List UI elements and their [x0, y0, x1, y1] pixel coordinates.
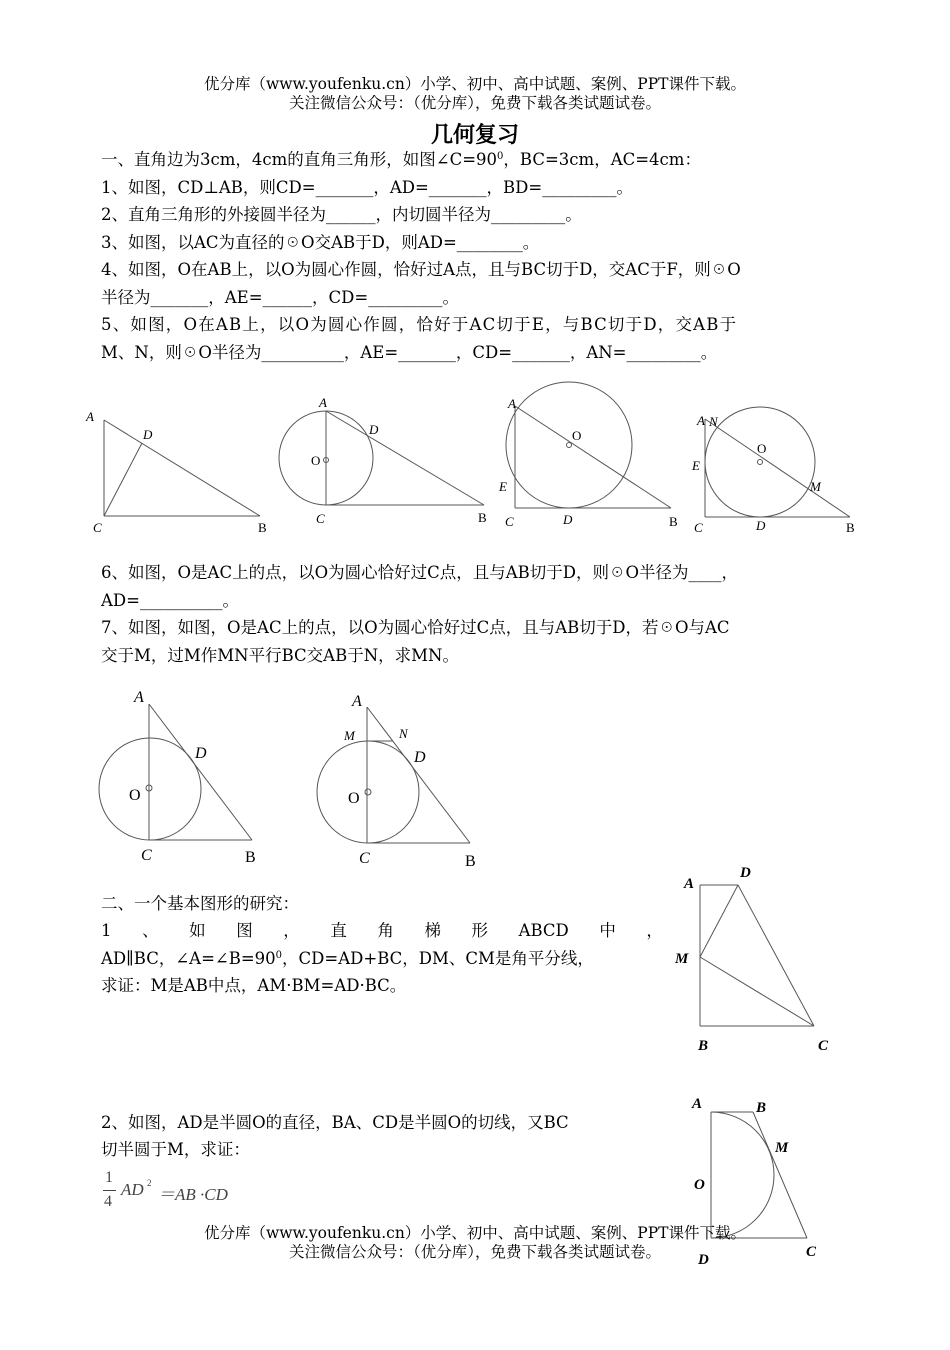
fig3-label-d: D — [563, 512, 573, 527]
fig4-label-e: E — [692, 458, 700, 473]
fig6-label-b: B — [245, 849, 256, 866]
question-5-line2: M、N，则☉O半径为__________，AE=_______，CD=_______，AN=_________。 — [101, 343, 718, 362]
fig6-label-a: A — [134, 689, 144, 706]
trap-label-c: C — [818, 1038, 829, 1054]
fig7-label-m: M — [344, 728, 355, 743]
question-1: 1、如图，CD⊥AB，则CD=_______，AD=_______，BD=_________。 — [101, 178, 633, 197]
fig3-label-b: B — [669, 514, 678, 529]
semi-label-a: A — [692, 1096, 703, 1112]
semi-label-b: B — [756, 1100, 767, 1116]
fig3-label-o: O — [572, 428, 582, 443]
trap-label-b: B — [698, 1038, 709, 1054]
section1-intro: 一、直角边为3cm，4cm的直角三角形，如图$\angle C=90^0$，BC=3cm，AC=4cm： — [101, 150, 701, 169]
fig7-label-n: N — [399, 726, 408, 741]
fig3-label-a: A — [508, 396, 516, 411]
question-7-line2: 交于M，过M作MN平行BC交AB于N，求MN。 — [101, 646, 459, 665]
formula-denominator: 4 — [104, 1193, 112, 1210]
page-title: 几何复习 — [430, 123, 519, 148]
question-4-line1: 4、如图，O在AB上，以O为圆心作圆，恰好过A点，且与BC切于D，交AC于F，则☉O — [101, 260, 741, 279]
site-footer-line1: 优分库（www.youfenku.cn）小学、初中、高中试题、案例、PPT课件下载。 — [203, 1224, 747, 1242]
fig2-label-a: A — [319, 395, 327, 410]
fig1-label-b: B — [258, 520, 267, 535]
semi-label-m: M — [775, 1140, 789, 1156]
section2-problem2-line2: 切半圆于M，求证： — [101, 1140, 250, 1159]
question-5-line1: 5、如图，O在AB上，以O为圆心作圆，恰好于AC切于E，与BC切于D，交AB于 — [101, 315, 738, 334]
fig4-label-d: D — [756, 518, 766, 533]
question-2: 2、直角三角形的外接圆半径为______，内切圆半径为_________。 — [101, 205, 582, 224]
question-6-line2: AD=__________。 — [101, 591, 239, 610]
semi-label-d: D — [698, 1252, 709, 1268]
fig7-label-d: D — [414, 749, 426, 766]
fig7-label-c: C — [359, 850, 370, 867]
fig3-label-c: C — [505, 514, 514, 529]
fig2-label-c: C — [316, 511, 325, 526]
section2-heading: 二、一个基本图形的研究： — [101, 894, 299, 913]
fig7-label-a: A — [352, 693, 362, 710]
section2-problem2-line1: 2、如图，AD是半圆O的直径，BA、CD是半圆O的切线，又BC — [101, 1113, 569, 1132]
fig4-label-c: C — [694, 520, 703, 535]
fig4-label-a: A — [697, 413, 705, 428]
trap-label-m: M — [675, 951, 689, 967]
fig2-label-d: D — [369, 422, 379, 437]
semi-label-c: C — [806, 1244, 817, 1260]
formula-rhs: ＝AB ·CD — [158, 1185, 228, 1204]
fig7-label-b: B — [465, 853, 476, 870]
formula-exponent: 2 — [147, 1178, 152, 1188]
fig3-label-e: E — [499, 479, 507, 494]
question-4-line2: 半径为_______，AE=______，CD=_________。 — [101, 288, 459, 307]
section2-problem1-line3: 求证：M是AB中点，AM·BM=AD·BC。 — [101, 976, 407, 995]
question-3: 3、如图，以AC为直径的☉O交AB于D，则AD=________。 — [101, 233, 540, 252]
fig6-label-o: O — [129, 787, 141, 804]
formula-numerator: 1 — [105, 1169, 113, 1186]
semi-label-o: O — [694, 1177, 705, 1193]
question-7-line1: 7、如图，如图，O是AC上的点，以O为圆心恰好过C点，且与AB切于D，若☉O与AC — [101, 618, 730, 637]
fig2-label-o: O — [311, 453, 321, 468]
site-header-line2: 关注微信公众号：（优分库），免费下载各类试题试卷。 — [288, 94, 661, 112]
trap-label-a: A — [684, 876, 695, 892]
fig4-label-o: O — [757, 441, 767, 456]
fig6-label-c: C — [141, 847, 152, 864]
fig1-label-a: A — [86, 409, 94, 424]
fig4-label-m: M — [810, 479, 821, 494]
fig4-label-b: B — [846, 520, 855, 535]
fig1-label-c: C — [93, 520, 102, 535]
section2-problem1-line2: AD∥BC，$\angle A=\angle B=90^0$，CD=AD+BC，DM、CM是角平分线， — [101, 949, 594, 968]
section2-problem1-line1: 1 、 如 图 ， 直 角 梯 形 ABCD 中 ， — [101, 921, 663, 940]
trap-label-d: D — [740, 865, 751, 881]
fig6-label-d: D — [195, 745, 207, 762]
fig1-label-d: D — [143, 427, 153, 442]
formula-ad: AD — [121, 1180, 144, 1199]
fig7-label-o: O — [348, 790, 360, 807]
fig2-label-b: B — [478, 510, 487, 525]
site-header-line1: 优分库（www.youfenku.cn）小学、初中、高中试题、案例、PPT课件下载。 — [203, 75, 747, 93]
question-6-line1: 6、如图，O是AC上的点，以O为圆心恰好过C点，且与AB切于D，则☉O半径为____， — [101, 563, 739, 582]
fig4-label-n: N — [709, 414, 718, 429]
site-footer-line2: 关注微信公众号：（优分库），免费下载各类试题试卷。 — [288, 1243, 661, 1261]
